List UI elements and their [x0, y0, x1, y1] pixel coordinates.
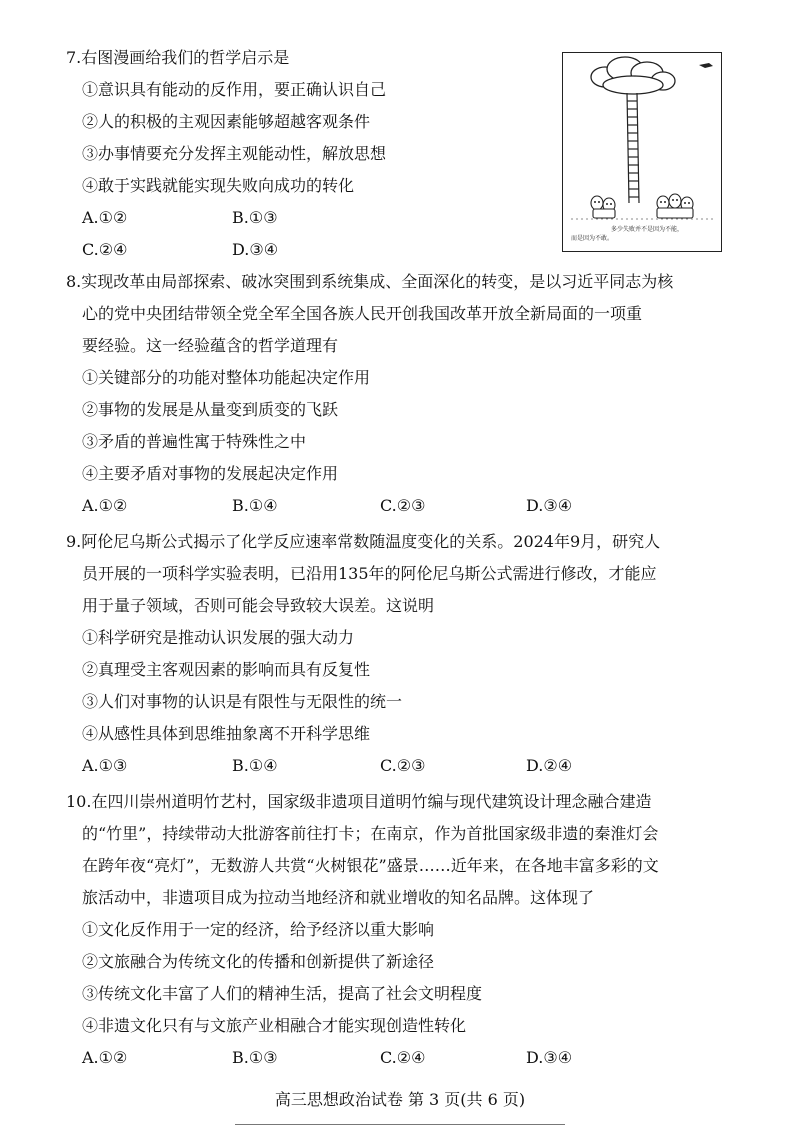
q9-stem-line-3: 用于量子领域，否则可能会导致较大误差。这说明	[82, 596, 435, 615]
q10-answer-b: B.①③	[232, 1048, 278, 1067]
q9-item-2: ②真理受主客观因素的影响而具有反复性	[82, 660, 371, 679]
q8-stem-line-1: 8.实现改革由局部探索、破冰突围到系统集成、全面深化的转变，是以习近平同志为核	[66, 272, 674, 291]
right-figures	[657, 194, 693, 218]
q10-answer-c: C.②④	[380, 1048, 426, 1067]
q9-stem-line-1: 9.阿伦尼乌斯公式揭示了化学反应速率常数随温度变化的关系。2024年9月，研究人	[66, 532, 661, 551]
cartoon-drawing	[563, 53, 723, 253]
q9-stem-line-2: 员开展的一项科学实验表明，已沿用135年的阿伦尼乌斯公式需进行修改，才能应	[82, 564, 657, 583]
q10-item-2: ②文旅融合为传统文化的传播和创新提供了新途径	[82, 952, 435, 971]
cartoon-caption-line1: 多少失败并不是因为不能，	[611, 226, 684, 233]
q7-item-1: ①意识具有能动的反作用，要正确认识自己	[82, 80, 387, 99]
q10-stem-line-1: 10.在四川崇州道明竹艺村，国家级非遗项目道明竹编与现代建筑设计理念融合建造	[66, 792, 652, 811]
q7-cartoon	[562, 52, 722, 252]
q8-item-1: ①关键部分的功能对整体功能起决定作用	[82, 368, 371, 387]
q10-answer-a: A.①②	[82, 1048, 128, 1067]
q10-stem-line-2: 的“竹里”，持续带动大批游客前往打卡；在南京，作为首批国家级非遗的秦淮灯会	[82, 824, 659, 843]
q8-item-3: ③矛盾的普遍性寓于特殊性之中	[82, 432, 307, 451]
q7-item-3: ③办事情要充分发挥主观能动性，解放思想	[82, 144, 387, 163]
q9-answer-d: D.②④	[526, 756, 573, 775]
q8-item-4: ④主要矛盾对事物的发展起决定作用	[82, 464, 339, 483]
q9-item-4: ④从感性具体到思维抽象离不开科学思维	[82, 724, 371, 743]
q8-answer-c: C.②③	[380, 496, 426, 515]
q10-stem-line-4: 旅活动中，非遗项目成为拉动当地经济和就业增收的知名品牌。这体现了	[82, 888, 595, 907]
left-figures	[591, 196, 615, 218]
q10-item-4: ④非遗文化只有与文旅产业相融合才能实现创造性转化	[82, 1016, 467, 1035]
q7-item-4: ④敢于实践就能实现失败向成功的转化	[82, 176, 355, 195]
q8-answer-d: D.③④	[526, 496, 573, 515]
q8-answer-a: A.①②	[82, 496, 128, 515]
q9-item-3: ③人们对事物的认识是有限性与无限性的统一	[82, 692, 403, 711]
q9-item-1: ①科学研究是推动认识发展的强大动力	[82, 628, 355, 647]
cartoon-caption	[571, 225, 683, 243]
cloud-shape	[591, 57, 675, 94]
q10-stem-line-3: 在跨年夜“亮灯”，无数游人共赏“火树银花”盛景……近年来，在各地丰富多彩的文	[82, 856, 659, 875]
page-footer: 高三思想政治试卷 第 3 页(共 6 页)	[274, 1090, 526, 1109]
q7-item-2: ②人的积极的主观因素能够超越客观条件	[82, 112, 371, 131]
bird-icon	[699, 63, 713, 68]
q7-answer-d: D.③④	[232, 240, 279, 259]
q10-item-1: ①文化反作用于一定的经济，给予经济以重大影响	[82, 920, 435, 939]
q8-stem-line-2: 心的党中央团结带领全党全军全国各族人民开创我国改革开放全新局面的一项重	[82, 304, 643, 323]
q7-stem: 7.右图漫画给我们的哲学启示是	[66, 48, 290, 67]
ladder-shape	[627, 93, 639, 203]
q7-answer-b: B.①③	[232, 208, 278, 227]
q10-answer-d: D.③④	[526, 1048, 573, 1067]
q7-answer-a: A.①②	[82, 208, 128, 227]
q8-stem-line-3: 要经验。这一经验蕴含的哲学道理有	[82, 336, 339, 355]
q10-item-3: ③传统文化丰富了人们的精神生活，提高了社会文明程度	[82, 984, 483, 1003]
q7-answer-c: C.②④	[82, 240, 128, 259]
q8-answer-b: B.①④	[232, 496, 278, 515]
footer-divider	[235, 1124, 565, 1125]
q9-answer-a: A.①③	[82, 756, 128, 775]
q9-answer-c: C.②③	[380, 756, 426, 775]
cartoon-caption-line2: 而是因为不敢。	[571, 235, 614, 242]
q9-answer-b: B.①④	[232, 756, 278, 775]
q8-item-2: ②事物的发展是从量变到质变的飞跃	[82, 400, 339, 419]
